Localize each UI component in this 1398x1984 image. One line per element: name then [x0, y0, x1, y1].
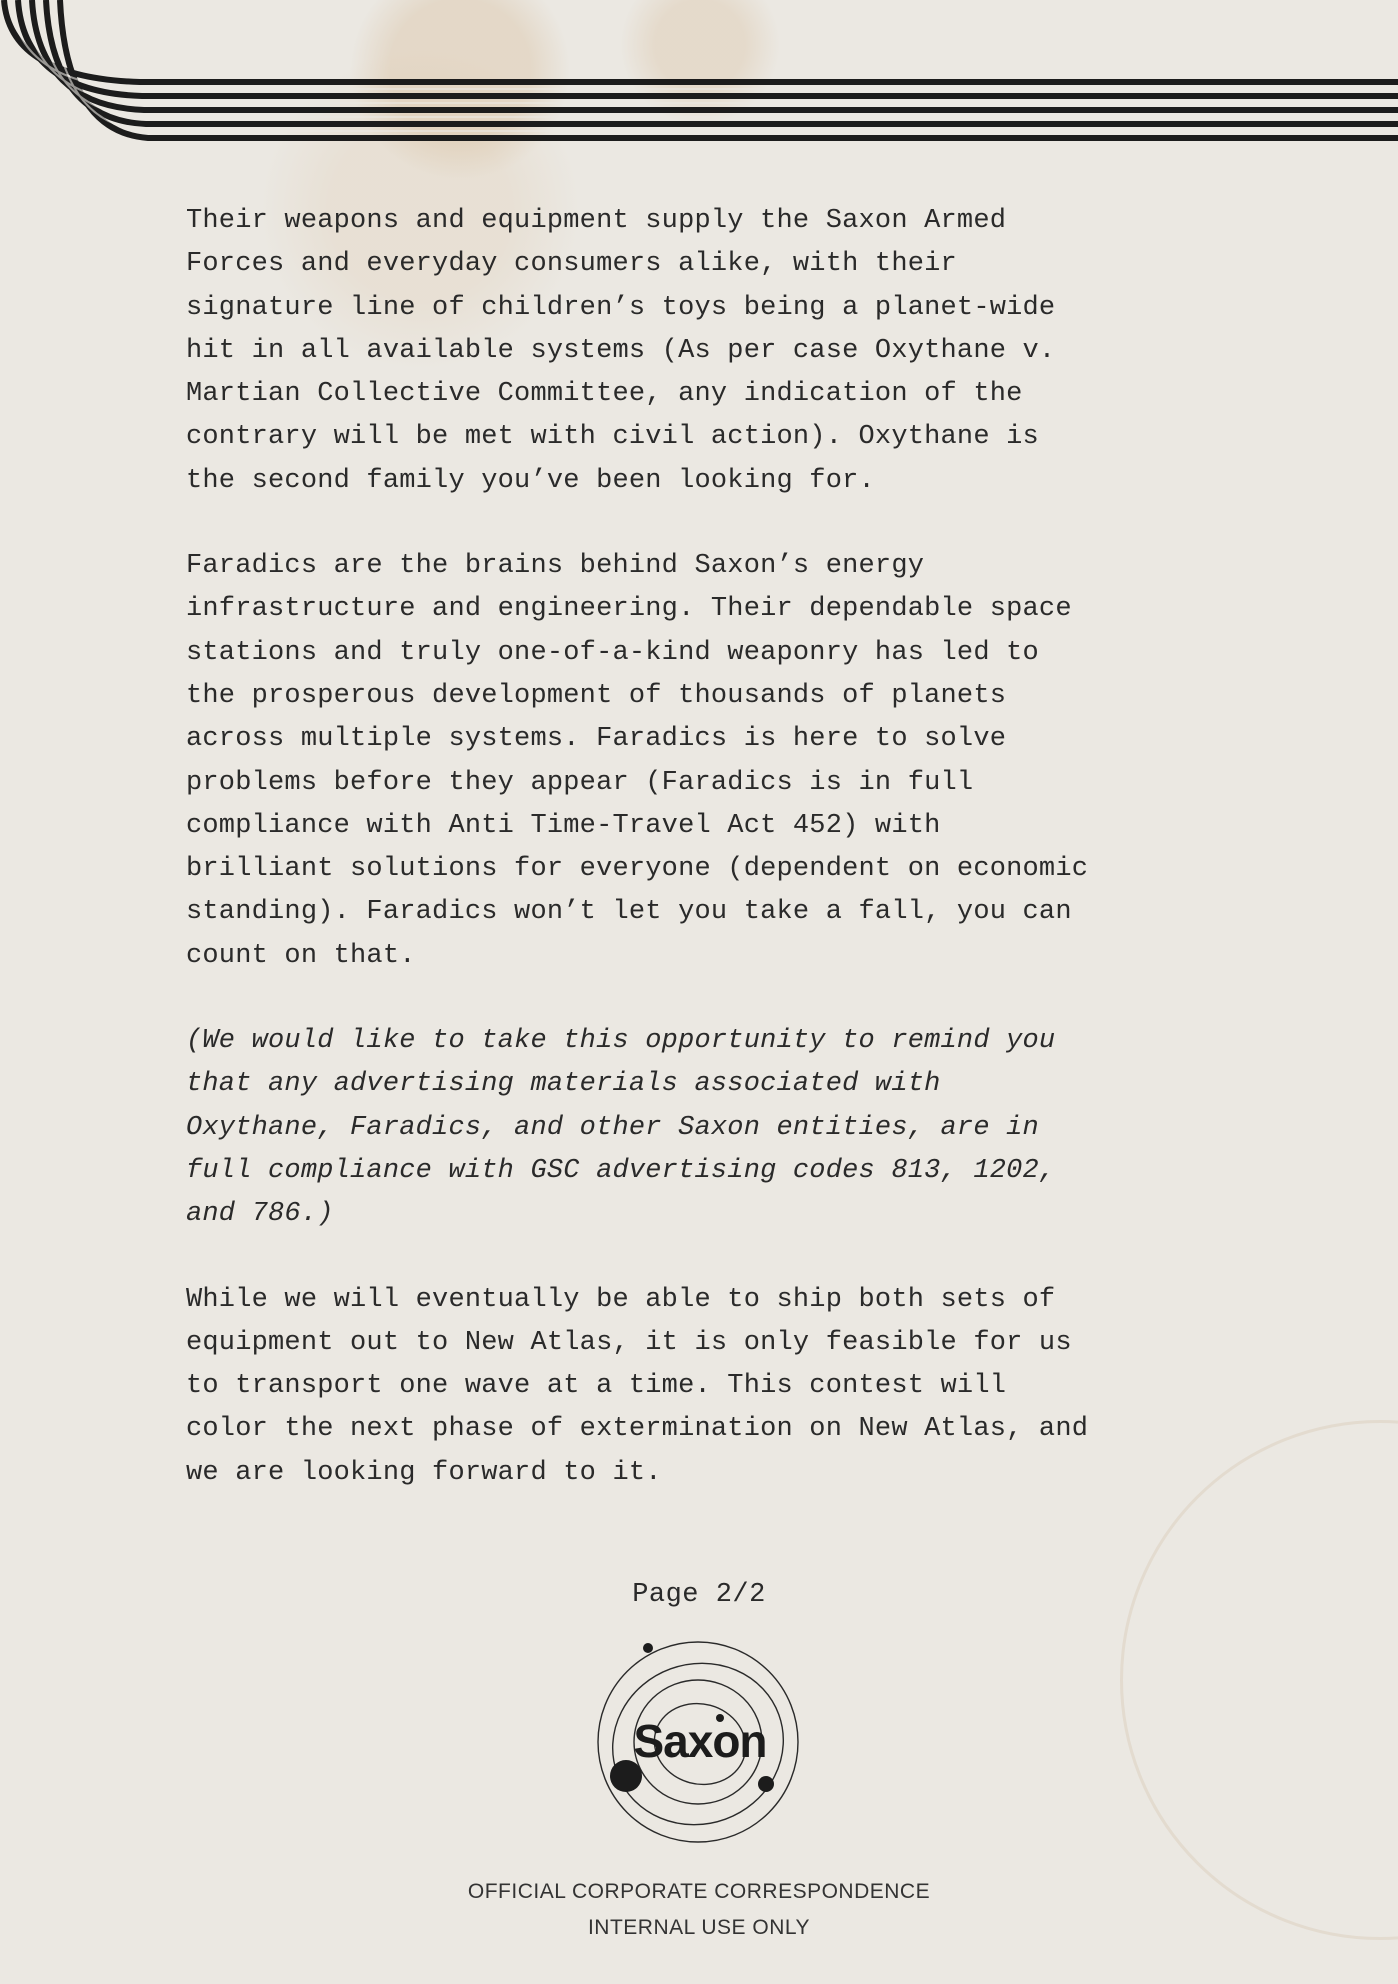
footer	[0, 1874, 1398, 1946]
paragraph-shipping: While we will eventually be able to ship both sets of equipment out to New Atlas, it is only feasible for us to transport one wave at a time. This contest will color the next phase of extermination on New Atlas, and we are looking forward to it.	[186, 1284, 1089, 1488]
footer-line-internal: INTERNAL USE ONLY	[587, 1916, 811, 1939]
saxon-orbit-logo-icon	[588, 1632, 808, 1852]
paragraph-faradics: Faradics are the brains behind Saxon’s energy infrastructure and engineering. Their dependable space stations and truly one-of-a-kind weaponry has led to the prosperous development of thousands of planets across multiple systems. Faradics is here to solve problems before they appear (Faradics is in full compliance with Anti Time-Travel Act 452) with brilliant solutions for everyone (dependent on economic standing). Faradics won’t let you take a fall, you can count on that.	[186, 551, 1089, 971]
decorative-stripe-border	[0, 0, 1398, 160]
paragraph-advertising-disclaimer: (We would like to take this opportunity to remind you that any advertising materials associated with Oxythane, Faradics, and other Saxon entities, are in full compliance with GSC advertising codes 813, 1202, and 786.)	[186, 1026, 1056, 1230]
paragraph-oxythane: Their weapons and equipment supply the Saxon Armed Forces and everyday consumers alike, with their signature line of children’s toys being a planet-wide hit in all available systems (As per case Oxythane v. Martian Collective Committee, any indication of the contrary will be met with civil action). Oxythane is the second family you’ve been looking for.	[186, 206, 1056, 496]
page-number: Page 2/2	[632, 1580, 766, 1610]
footer-line-official: OFFICIAL CORPORATE CORRESPONDENCE	[467, 1880, 931, 1903]
saxon-logo-text: Saxon	[633, 1715, 767, 1767]
letter-body	[186, 200, 1236, 1537]
